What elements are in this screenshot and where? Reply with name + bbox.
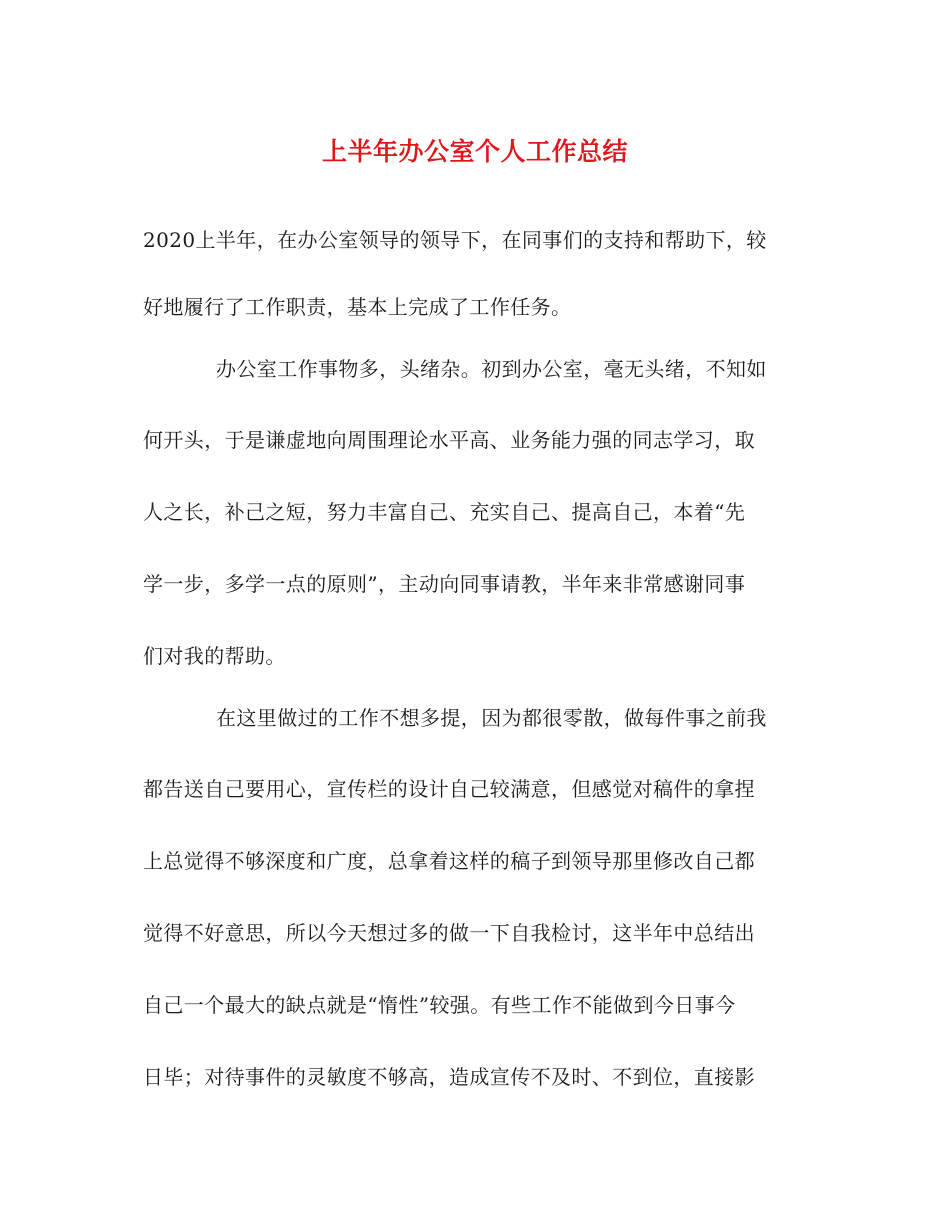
paragraph-line: 觉得不好意思，所以今天想过多的做一下自我检讨，这半年中总结出: [143, 921, 755, 945]
document-title: 上半年办公室个人工作总结: [321, 137, 628, 166]
paragraph-line: 在这里做过的工作不想多提，因为都很零散，做每件事之前我: [216, 706, 767, 730]
paragraph-line: 2020上半年，在办公室领导的领导下，在同事们的支持和帮助下，较: [143, 228, 767, 252]
paragraph-line: 上总觉得不够深度和广度，总拿着这样的稿子到领导那里修改自己都: [143, 849, 755, 873]
paragraph-line: 都告送自己要用心，宣传栏的设计自己较满意，但感觉对稿件的拿捏: [143, 777, 755, 801]
paragraph-line: 自己一个最大的缺点就是“惰性”较强。有些工作不能做到今日事今: [143, 993, 736, 1017]
paragraph-line: 们对我的帮助。: [143, 644, 286, 668]
paragraph-line: 何开头，于是谦虚地向周围理论水平高、业务能力强的同志学习，取: [143, 428, 755, 452]
paragraph-line: 办公室工作事物多，头绪杂。初到办公室，毫无头绪，不知如: [216, 357, 767, 381]
paragraph-line: 日毕；对待事件的灵敏度不够高，造成宣传不及时、不到位，直接影: [143, 1065, 755, 1089]
paragraph-line: 人之长，补己之短，努力丰富自己、充实自己、提高自己，本着“先: [143, 500, 746, 524]
paragraph-line: 好地履行了工作职责，基本上完成了工作任务。: [143, 295, 572, 319]
paragraph-line: 学一步，多学一点的原则”，主动向同事请教，半年来非常感谢同事: [143, 572, 746, 596]
